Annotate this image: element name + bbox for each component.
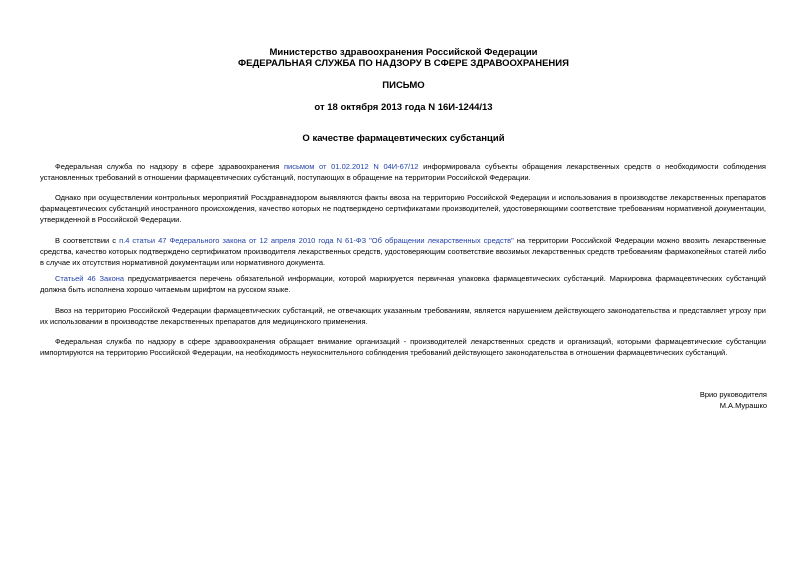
ministry-title: Министерство здравоохранения Российской Федерации bbox=[269, 47, 538, 58]
article-46-link[interactable]: Статьей 46 Закона bbox=[55, 274, 125, 283]
paragraph-4-text-end: предусматривается перечень обязательной информации, которой маркируется первичная упаковка фармацевтических субстанций. Маркировка фармацевтических субстанций должна быть исполнена хорошо читаемым шрифтом на русском языке. bbox=[40, 274, 766, 295]
signatory-name: М.А.Мурашко bbox=[719, 401, 767, 410]
service-title: ФЕДЕРАЛЬНАЯ СЛУЖБА ПО НАДЗОРУ В СФЕРЕ ЗДРАВООХРАНЕНИЯ bbox=[238, 58, 569, 69]
paragraph-5: Ввоз на территорию Российской Федерации фармацевтических субстанций, не отвечающих указанным требованиям, является нарушением действующего законодательства и представляет угрозу при их использовании в производстве лекарственных препаратов для медицинского применения. bbox=[40, 306, 766, 327]
document-date-number: от 18 октября 2013 года N 16И-1244/13 bbox=[314, 102, 493, 113]
paragraph-3-text-start: В соответствии с bbox=[55, 236, 120, 245]
paragraph-4 bbox=[40, 273, 766, 295]
paragraph-3 bbox=[40, 235, 766, 269]
signatory-position: Врио руководителя bbox=[699, 390, 767, 399]
document-type: ПИСЬМО bbox=[382, 80, 425, 91]
letter-reference-link[interactable]: письмом от 01.02.2012 N 04И-67/12 bbox=[283, 162, 419, 171]
paragraph-1 bbox=[40, 161, 766, 183]
federal-law-link[interactable]: п.4 статьи 47 Федерального закона от 12 апреля 2010 года N 61-ФЗ "Об обращении лекарственных средств" bbox=[119, 236, 514, 245]
paragraph-1-text-start: Федеральная служба по надзору в сфере здравоохранения bbox=[55, 162, 284, 171]
paragraph-1-text-end: информировала субъекты обращения лекарственных средств о необходимости соблюдения установленных требований в отношении фармацевтических субстанций, поступающих в обращение на территории Российской Федерации. bbox=[40, 162, 766, 183]
paragraph-6: Федеральная служба по надзору в сфере здравоохранения обращает внимание организаций - производителей лекарственных средств и организаций, которыми фармацевтические субстанции импортируются на территорию Российской Федерации, на необходимость неукоснительного соблюдения требований действующего законодательства в отношении фармацевтических субстанций. bbox=[40, 337, 766, 358]
document-subject: О качестве фармацевтических субстанций bbox=[302, 133, 505, 144]
paragraph-2: Однако при осуществлении контрольных мероприятий Росздравнадзором выявляются факты ввоза на территорию Российской Федерации и использования в производстве лекарственных препаратов фармацевтических субстанций иностранного происхождения, качество которых не подтверждено сертификатами производителей, удостоверяющими соответствие требованиям нормативной документации, утвержденной в Российской Федерации. bbox=[40, 193, 766, 225]
paragraph-3-text-end: на территории Российской Федерации можно ввозить лекарственные средства, качество которых подтверждено сертификатом производителя лекарственных средств, удостоверяющим соответствие ввозимых лекарственных средств требованиям фармакопейных статей либо в случае их отсутствия нормативной документации или нормативного документа. bbox=[40, 236, 767, 268]
